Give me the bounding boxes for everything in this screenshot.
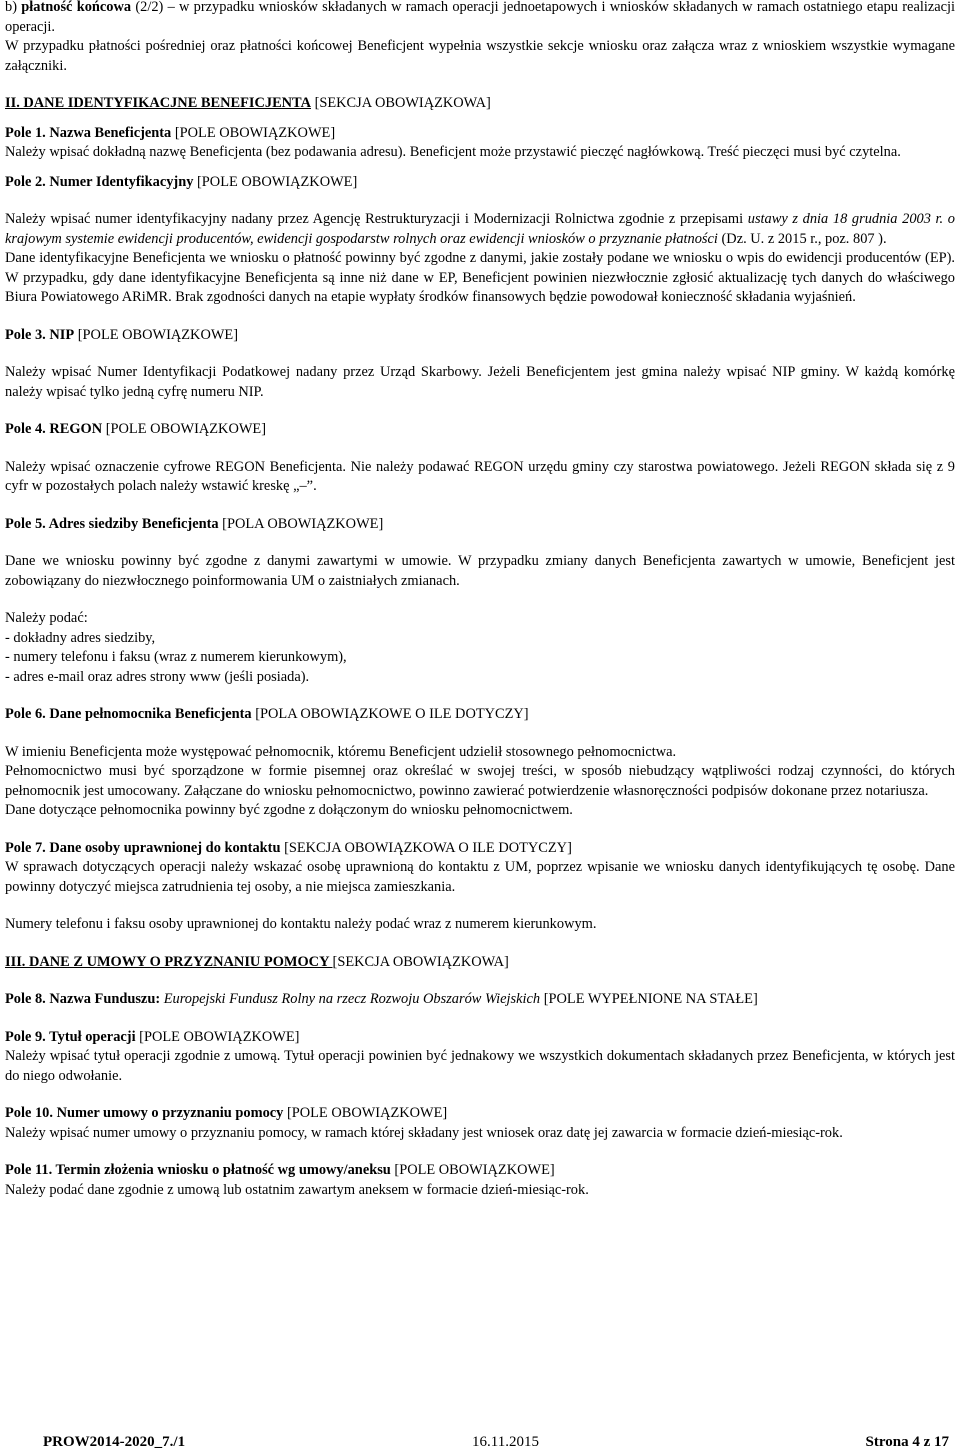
- pole-7-tag: [SEKCJA OBOWIĄZKOWA O ILE DOTYCZY]: [280, 839, 572, 856]
- pole-6-tag: [POLA OBOWIĄZKOWE O ILE DOTYCZY]: [251, 706, 529, 722]
- pole-6-text-2: Pełnomocnictwo musi być sporządzone w formie pisemnej oraz określać w swojej treści, w sposób niebudzący wątpliwości rodzaj czynności, do których pełnomocnik jest umocowany. Załączane do wniosku pełnomocnictwo, powinno zawierać potwierdzenie własnoręczności podpisów dokonane przez notariusza.: [5, 763, 955, 799]
- pole-10-heading: [5, 1104, 955, 1124]
- pole-11-num: Pole 11.: [5, 1162, 53, 1178]
- pole-6-title: Dane pełnomocnika Beneficjenta: [45, 706, 252, 722]
- pole-1-title: Nazwa Beneficjenta: [45, 124, 172, 141]
- pole-2-text-italic: ustawy z dnia 18 grudnia 2003 r. o krajowym systemie ewidencji producentów, ewidencji gospodarstw rolnych oraz ewidencji wniosków o przyznanie płatności: [5, 211, 956, 247]
- pole-9-title: Tytuł operacji: [45, 1028, 136, 1045]
- document-content: [5, 0, 955, 1200]
- section-3-title: III. DANE Z UMOWY O PRZYZNANIU POMOCY: [5, 953, 333, 970]
- pole-9-num: Pole 9.: [5, 1028, 46, 1045]
- pole-11-title: Termin złożenia wniosku o płatność wg umowy/aneksu: [52, 1162, 391, 1178]
- pole-2-heading: [5, 173, 955, 193]
- pole-8-tag: [POLE WYPEŁNIONE NA STAŁE]: [540, 991, 758, 1007]
- intro-paragraph-2: W przypadku płatności pośredniej oraz płatności końcowej Beneficjent wypełnia wszystkie sekcje wniosku oraz załącza wraz z wnioskiem wszystkie wymagane załączniki.: [5, 38, 955, 74]
- pole-9-tag: [POLE OBOWIĄZKOWE]: [135, 1028, 300, 1045]
- pole-10-text: Należy wpisać numer umowy o przyznaniu pomocy, w ramach której składany jest wniosek oraz datę jej zawarcia w formacie dzień-miesiąc-rok.: [5, 1124, 843, 1141]
- pole-10-tag: [POLE OBOWIĄZKOWE]: [283, 1105, 448, 1121]
- document-date: 16.11.2015: [472, 1434, 539, 1450]
- pole-4-num: Pole 4.: [5, 421, 46, 437]
- pole-2-num: Pole 2.: [5, 173, 46, 190]
- pole-5-list-item: - adres e-mail oraz adres strony www (jeśli posiada).: [5, 668, 310, 685]
- section-2-heading: [5, 94, 955, 114]
- pole-7-text-2: Numery telefonu i faksu osoby uprawnionej do kontaktu należy podać wraz z numerem kierunkowym.: [5, 916, 597, 932]
- b-title: płatność końcowa: [21, 0, 132, 15]
- pole-5-heading: [5, 515, 955, 535]
- pole-11-heading: [5, 1161, 955, 1181]
- pole-1-num: Pole 1.: [5, 124, 46, 141]
- document-code: PROW2014-2020_7./1: [43, 1434, 186, 1450]
- pole-5-list-item: - dokładny adres siedziby,: [5, 629, 156, 646]
- pole-2-text-a: Należy wpisać numer identyfikacyjny nadany przez Agencję Restrukturyzacji i Modernizacji Rolnictwa zgodnie z przepisami: [5, 211, 748, 227]
- pole-2-text: [5, 210, 955, 249]
- pole-2-title: Numer Identyfikacyjny: [45, 173, 194, 190]
- pole-7-num: Pole 7.: [5, 839, 46, 856]
- pole-1-tag: [POLE OBOWIĄZKOWE]: [171, 124, 336, 141]
- b-text: (2/2) – w przypadku wniosków składanych w ramach operacji jednoetapowych i wniosków składanych w ramach ostatniego etapu realizacji operacji.: [5, 0, 955, 35]
- pole-3-num: Pole 3.: [5, 326, 46, 343]
- page-footer: [5, 1433, 955, 1455]
- pole-2-text-2: Dane identyfikacyjne Beneficjenta we wniosku o płatność powinny być zgodne z danymi, jakie zostały podane we wniosku o wpis do ewidencji producentów (EP). W przypadku, gdy dane identyfikacyjne Beneficjenta są inne niż dane w EP, Beneficjent powinien niezwłocznie zgłosić aktualizację tych danych do właściwego Biura Powiatowego ARiMR. Brak zgodności danych na etapie wypłaty środków finansowych będzie powodował konieczność składania wyjaśnień.: [5, 250, 955, 305]
- pole-7-title: Dane osoby uprawnionej do kontaktu: [45, 839, 281, 856]
- pole-5-title: Adres siedziby Beneficjenta: [45, 515, 219, 532]
- pole-6-text-3: Dane dotyczące pełnomocnika powinny być zgodne z dołączonym do wniosku pełnomocnictwem.: [5, 802, 573, 818]
- pole-6-text-1: W imieniu Beneficjenta może występować pełnomocnik, któremu Beneficjent udzielił stosownego pełnomocnictwa.: [5, 743, 677, 760]
- section-2-suffix: [SEKCJA OBOWIĄZKOWA]: [310, 95, 491, 111]
- section-3-heading: [5, 953, 955, 973]
- section-2-title: II. DANE IDENTYFIKACJNE BENEFICJENTA: [5, 95, 311, 111]
- pole-6-num: Pole 6.: [5, 706, 46, 722]
- pole-5-text: Dane we wniosku powinny być zgodne z danymi zawartymi w umowie. W przypadku zmiany danych Beneficjenta zawartych w umowie, Beneficjent jest zobowiązany do niezwłocznego poinformowania UM o zaistniałych zmianach.: [5, 553, 955, 589]
- section-3-suffix: [SEKCJA OBOWIĄZKOWA]: [332, 953, 509, 970]
- pole-3-title: NIP: [45, 326, 75, 343]
- pole-4-heading: [5, 420, 955, 440]
- pole-3-text: Należy wpisać Numer Identyfikacji Podatkowej nadany przez Urząd Skarbowy. Jeżeli Beneficjentem jest gmina należy wpisać NIP gminy. W każdą komórkę należy wpisać tylko jedną cyfrę numeru NIP.: [5, 364, 955, 400]
- pole-8-italic: Europejski Fundusz Rolny na rzecz Rozwoju Obszarów Wiejskich: [160, 991, 541, 1007]
- pole-4-text: Należy wpisać oznaczenie cyfrowe REGON Beneficjenta. Nie należy podawać REGON urzędu gminy czy starostwa powiatowego. Jeżeli REGON składa się z 9 cyfr w pozostałych polach należy wstawić kreskę „–”.: [5, 458, 955, 494]
- pole-7-heading: [5, 839, 955, 859]
- pole-3-tag: [POLE OBOWIĄZKOWE]: [74, 326, 239, 343]
- pole-10-num: Pole 10.: [5, 1105, 53, 1121]
- pole-1-heading: [5, 124, 955, 144]
- pole-8-title: Nazwa Funduszu:: [45, 991, 161, 1007]
- pole-5-num: Pole 5.: [5, 515, 46, 532]
- pole-4-tag: [POLE OBOWIĄZKOWE]: [102, 421, 266, 437]
- pole-9-heading: [5, 1028, 955, 1048]
- pole-8-heading: [5, 990, 955, 1010]
- pole-11-text: Należy podać dane zgodnie z umową lub ostatnim zawartym aneksem w formacie dzień-miesiąc-rok.: [5, 1181, 589, 1198]
- pole-8-num: Pole 8.: [5, 991, 46, 1007]
- pole-6-heading: [5, 705, 955, 725]
- pole-5-list-intro: Należy podać:: [5, 610, 88, 626]
- pole-5-list-item: - numery telefonu i faksu (wraz z numerem kierunkowym),: [5, 649, 347, 665]
- pole-10-title: Numer umowy o przyznaniu pomocy: [52, 1105, 284, 1121]
- page-number: Strona 4 z 17: [865, 1434, 949, 1450]
- pole-2-text-b: (Dz. U. z 2015 r., poz. 807 ).: [717, 230, 887, 247]
- pole-11-tag: [POLE OBOWIĄZKOWE]: [390, 1162, 555, 1178]
- intro-b-paragraph: [5, 0, 955, 37]
- pole-7-text-1: W sprawach dotyczących operacji należy wskazać osobę uprawnioną do kontaktu z UM, poprzez wpisanie we wniosku danych identyfikujących tę osobę. Dane powinny dotyczyć miejsca zatrudnienia tej osoby, a nie miejsca zamieszkania.: [5, 859, 955, 895]
- pole-9-text: Należy wpisać tytuł operacji zgodnie z umową. Tytuł operacji powinien być jednakowy we wszystkich dokumentach składanych przez Beneficjenta, w których jest do niego odwołanie.: [5, 1048, 955, 1084]
- pole-4-title: REGON: [45, 421, 103, 437]
- pole-3-heading: [5, 326, 955, 346]
- pole-2-tag: [POLE OBOWIĄZKOWE]: [193, 173, 358, 190]
- pole-1-text: Należy wpisać dokładną nazwę Beneficjenta (bez podawania adresu). Beneficjent może przystawić pieczęć nagłówkową. Treść pieczęci musi być czytelna.: [5, 144, 901, 160]
- b-label: b): [5, 0, 17, 15]
- pole-5-tag: [POLA OBOWIĄZKOWE]: [218, 515, 384, 532]
